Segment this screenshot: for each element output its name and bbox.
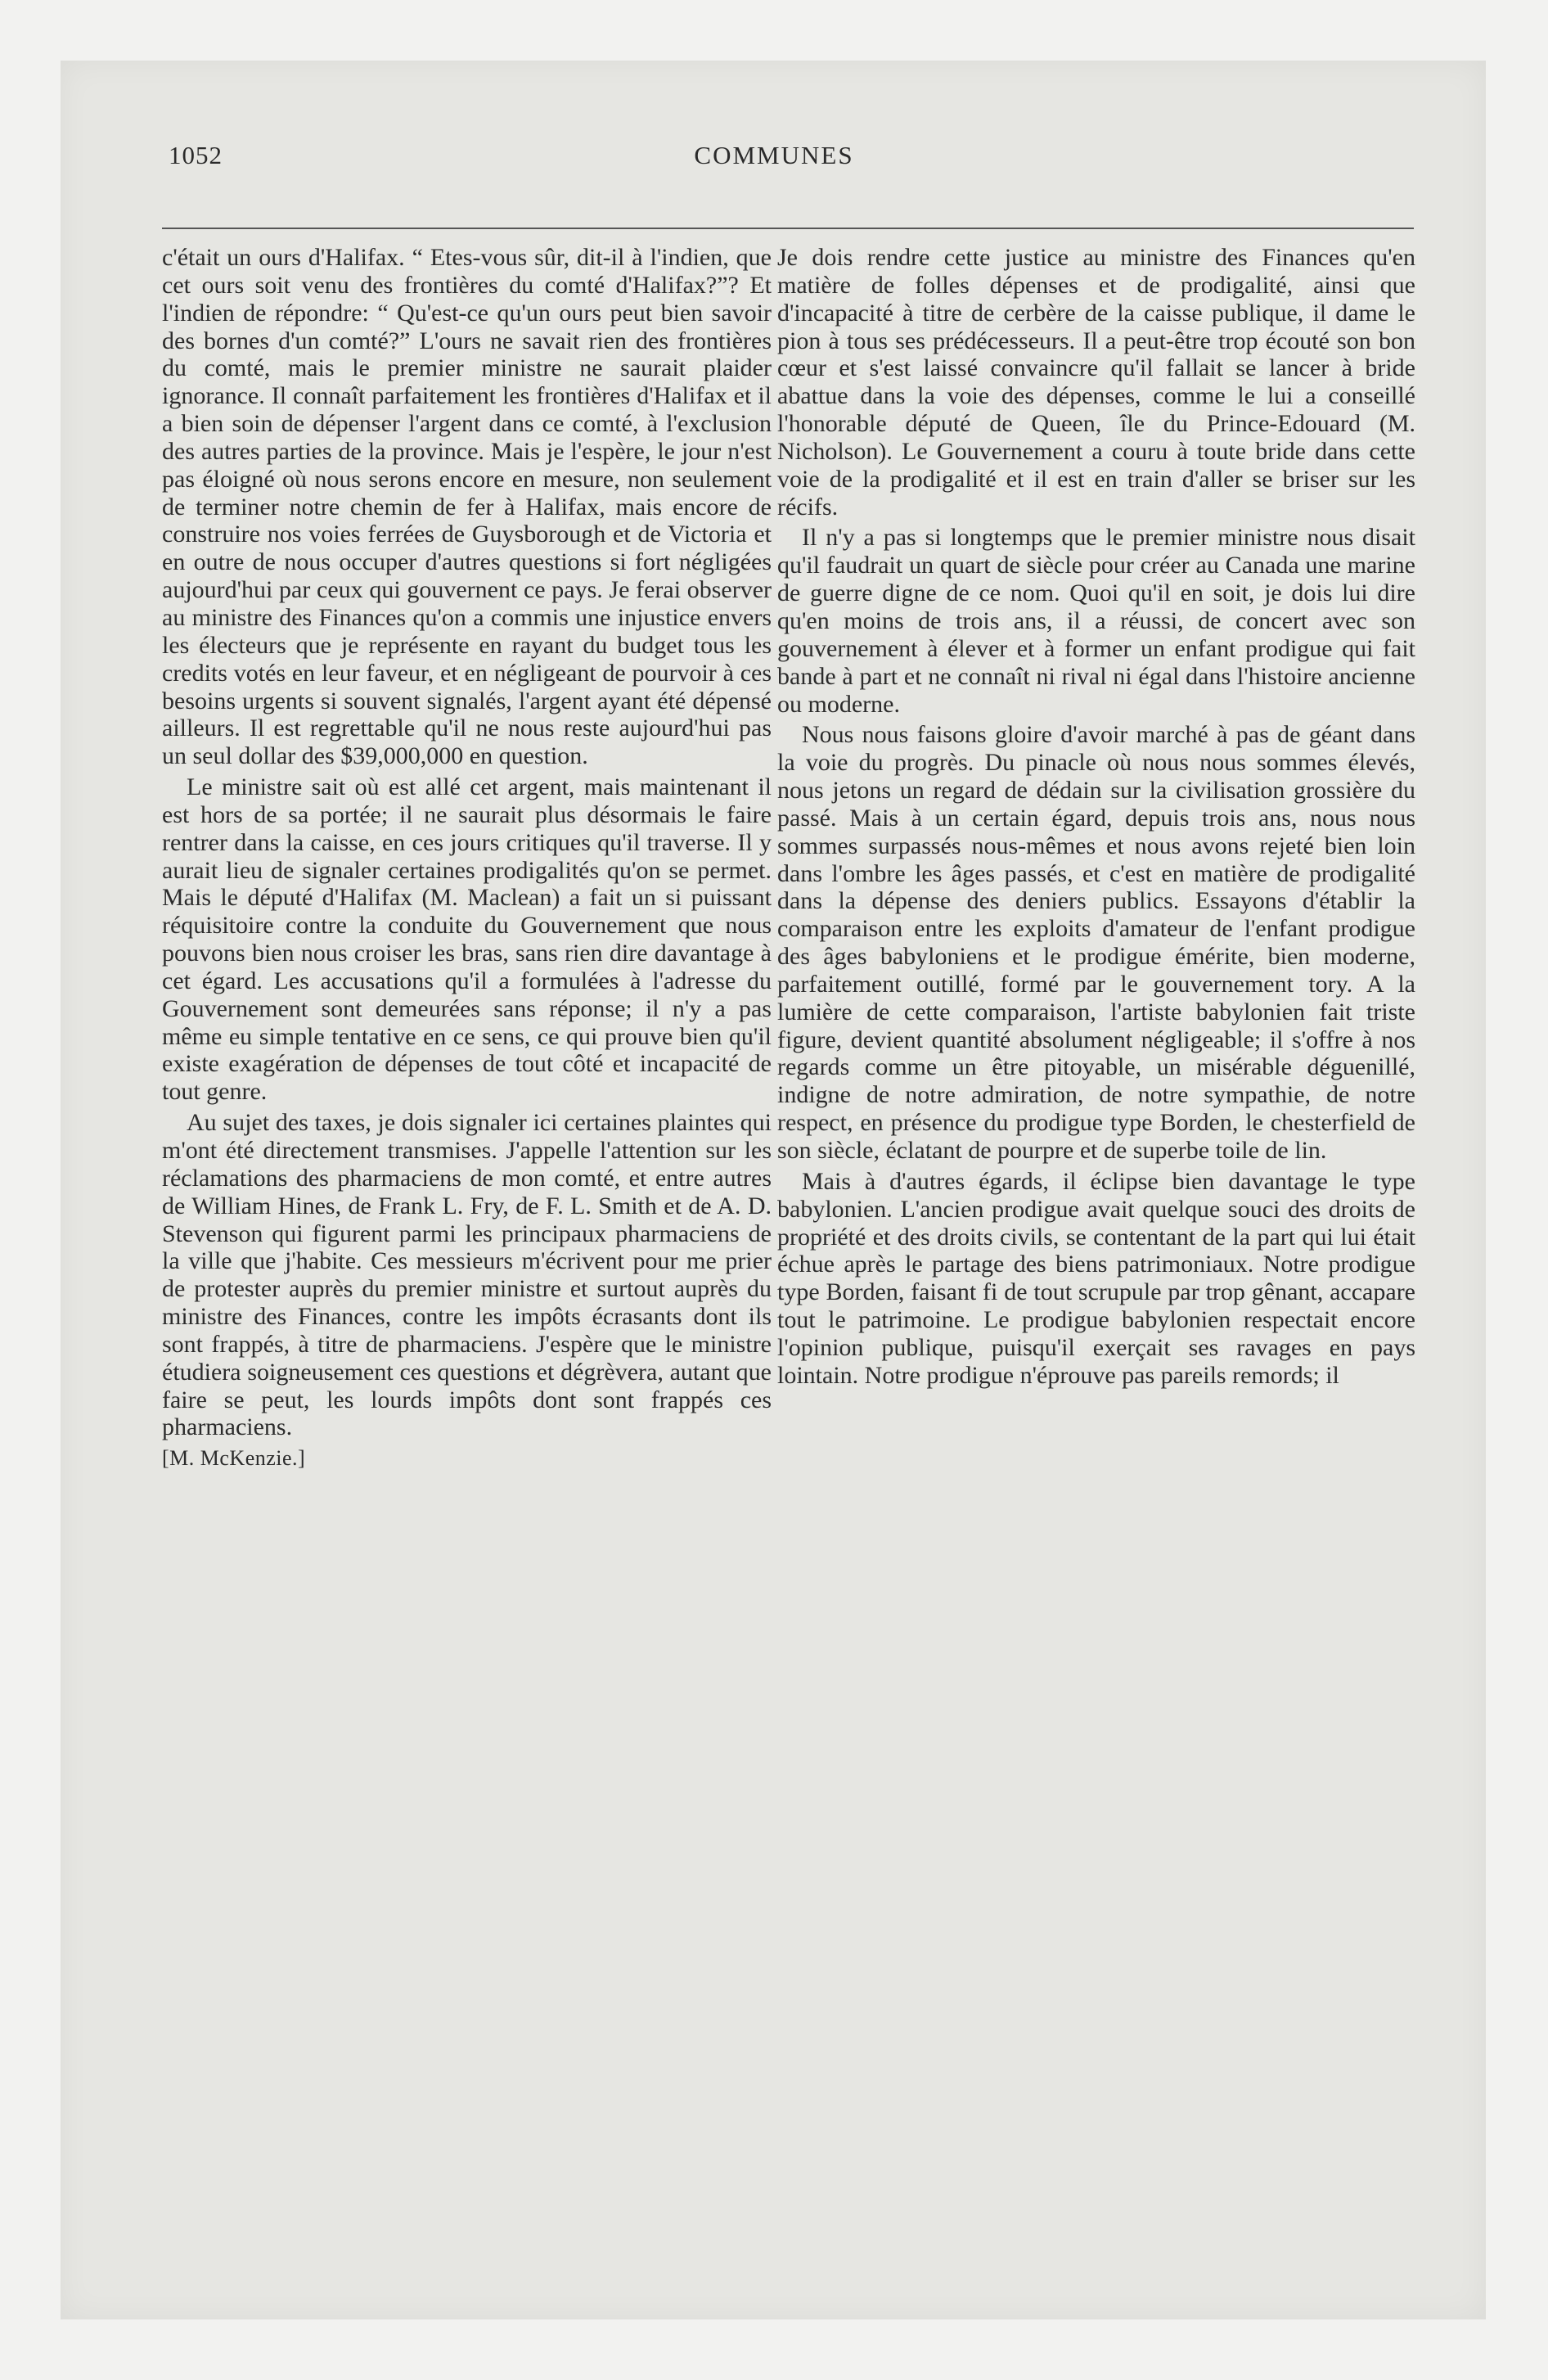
paragraph: Nous nous faisons gloire d'avoir marché à pas de géant dans la voie du progrès. Du pinacle où nous nous sommes élevés, nous jetons un regard de dédain sur la civilisation grossière du passé. Mais à un certain égard, depuis trois ans, nous nous sommes surpassés nous-mêmes et nous avons rejeté bien loin dans l'ombre les âges passés, et c'est en matière de prodigalité dans la dépense des deniers publics. Essayons d'établir la comparaison entre les exploits d'amateur de l'enfant prodigue des âges babyloniens et le prodigue émérite, bien moderne, parfaitement outillé, formé par le gouvernement tory. A la lumière de cette comparaison, l'artiste babylonien fait triste figure, devient quantité absolument négligeable; il s'offre à nos regards comme un être pitoyable, un misérable déguenillé, indigne de notre admiration, de notre sympathie, de notre respect, en présence du prodigue type Borden, le chesterfield de son siècle, éclatant de pourpre et de superbe toile de lin. xyxy=(777,721,1415,1164)
speaker-reference: [M. McKenzie.] xyxy=(162,1446,306,1471)
left-column xyxy=(162,244,772,1476)
running-title: COMMUNES xyxy=(694,141,854,169)
right-column xyxy=(777,244,1415,1393)
header-rule xyxy=(162,228,1414,229)
paragraph: Je dois rendre cette justice au ministre des Finances qu'en matière de folles dépenses et de prodigalité, ainsi que d'incapacité à titre de cerbère de la caisse publique, il dame le pion à tous ses prédécesseurs. Il a peut-être trop écouté son bon cœur et s'est laissé convaincre qu'il fallait se lancer à bride abattue dans la voie des dépenses, comme le lui a conseillé l'honorable député de Queen, île du Prince-Edouard (M. Nicholson). Le Gouvernement a couru à toute bride dans cette voie de la prodigalité et il est en train d'aller se briser sur les récifs. xyxy=(777,244,1415,521)
paragraph: Au sujet des taxes, je dois signaler ici certaines plaintes qui m'ont été directement transmises. J'appelle l'attention sur les réclamations des pharmaciens de mon comté, et entre autres de William Hines, de Frank L. Fry, de F. L. Smith et de A. D. Stevenson qui figurent parmi les principaux pharmaciens de la ville que j'habite. Ces messieurs m'écrivent pour me prier de protester auprès du premier ministre et surtout auprès du ministre des Finances, contre les impôts écrasants dont ils sont frappés, à titre de pharmaciens. J'espère que le ministre étudiera soigneusement ces questions et dégrèvera, autant que faire se peut, les lourds impôts dont sont frappés ces pharmaciens. xyxy=(162,1109,772,1441)
paragraph: Mais à d'autres égards, il éclipse bien davantage le type babylonien. L'ancien prodigue avait quelque souci des droits de propriété et des droits civils, se contentant de la part qui lui était échue après le partage des biens patrimoniaux. Notre prodigue type Borden, faisant fi de tout scrupule par trop gênant, accapare tout le patrimoine. Le prodigue babylonien respectait encore l'opinion publique, puisqu'il exerçait ses ravages en pays lointain. Notre prodigue n'éprouve pas pareils remords; il xyxy=(777,1167,1415,1389)
paragraph: c'était un ours d'Halifax. “ Etes-vous sûr, dit-il à l'indien, que cet ours soit venu des frontières du comté d'Halifax?”? Et l'indien de répondre: “ Qu'est-ce qu'un ours peut bien savoir des bornes d'un comté?” L'ours ne savait rien des frontières du comté, mais le premier ministre ne saurait plaider ignorance. Il connaît parfaitement les frontières d'Halifax et il a bien soin de dépenser l'argent dans ce comté, à l'exclusion des autres parties de la province. Mais je l'espère, le jour n'est pas éloigné où nous serons encore en mesure, non seulement de terminer notre chemin de fer à Halifax, mais encore de construire nos voies ferrées de Guysborough et de Victoria et en outre de nous occuper d'autres questions si fort négligées aujourd'hui par ceux qui gouvernent ce pays. Je ferai observer au ministre des Finances qu'on a commis une injustice envers les électeurs que je représente en rayant du budget tous les credits votés en leur faveur, et en négligeant de pourvoir à ces besoins urgents si souvent signalés, l'argent ayant été dépensé ailleurs. Il est regrettable qu'il ne nous reste aujourd'hui pas un seul dollar des $39,000,000 en question. xyxy=(162,244,772,770)
paragraph: Le ministre sait où est allé cet argent, mais maintenant il est hors de sa portée; il ne saurait plus désormais le faire rentrer dans la caisse, en ces jours critiques qu'il traverse. Il y aurait lieu de signaler certaines prodigalités qu'on se permet. Mais le député d'Halifax (M. Maclean) a fait un si puissant réquisitoire contre la conduite du Gouvernement que nous pouvons bien nous croiser les bras, sans rien dire davantage à cet égard. Les accusations qu'il a formulées à l'adresse du Gouvernement sont demeurées sans réponse; il n'y a pas même eu simple tentative en ce sens, ce qui prouve bien qu'il existe exagération de dépenses de tout côté et incapacité de tout genre. xyxy=(162,773,772,1106)
page-number: 1052 xyxy=(169,141,223,169)
paragraph: Il n'y a pas si longtemps que le premier ministre nous disait qu'il faudrait un quart de siècle pour créer au Canada une marine de guerre digne de ce nom. Quoi qu'il en soit, je dois lui dire qu'en moins de trois ans, il a réussi, de concert avec son gouvernement à élever et à former un enfant prodigue qui fait bande à part et ne connaît ni rival ni égal dans l'histoire ancienne ou moderne. xyxy=(777,524,1415,718)
